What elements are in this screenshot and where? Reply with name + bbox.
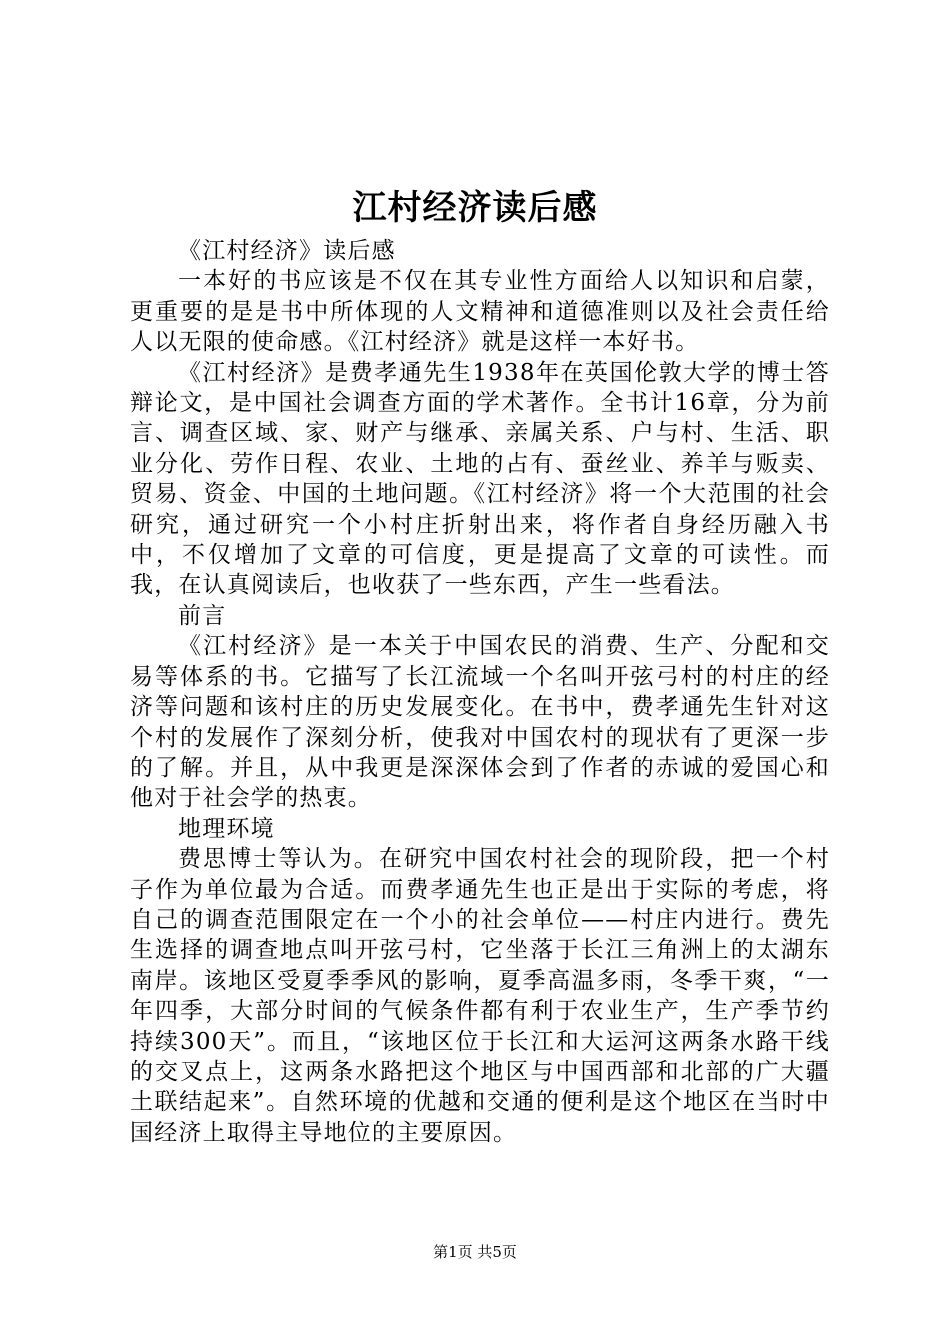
section-heading-geography: 地理环境 (178, 815, 275, 842)
document-title: 江村经济读后感 (352, 188, 598, 228)
section-heading-preface: 前言 (178, 602, 227, 629)
page-number-footer: 第1页 共5页 (433, 1243, 517, 1261)
paragraph-subtitle: 《江村经济》读后感 (178, 238, 396, 264)
document-body (130, 236, 830, 1148)
paragraph-preface: 《江村经济》是一本关于中国农民的消费、生产、分配和交易等体系的书。它描写了长江流域一个名叫开弦弓村的村庄的经济等问题和该村庄的历史发展变化。在书中，费孝通先生针对这个村的发展作了深刻分析，使我对中国农村的现状有了更深一步的了解。并且，从中我更是深深体会到了作者的赤诚的爱国心和他对于社会学的热衷。 (130, 633, 830, 812)
paragraph-geography: 费思博士等认为。在研究中国农村社会的现阶段，把一个村子作为单位最为合适。而费孝通先生也正是出于实际的考虑，将自己的调查范围限定在一个小的社会单位——村庄内进行。费先生选择的调查地点叫开弦弓村，它坐落于长江三角洲上的太湖东南岸。该地区受夏季季风的影响，夏季高温多雨，冬季干爽，“一年四季，大部分时间的气候条件都有利于农业生产，生产季节约持续300天”。而且，“该地区位于长江和大运河这两条水路干线的交叉点上，这两条水路把这个地区与中国西部和北部的广大疆土联结起来”。自然环境的优越和交通的便利是这个地区在当时中国经济上取得主导地位的主要原因。 (130, 846, 830, 1146)
paragraph-overview: 《江村经济》是费孝通先生1938年在英国伦敦大学的博士答辩论文，是中国社会调查方面的学术著作。全书计16章，分为前言、调查区域、家、财产与继承、亲属关系、户与村、生活、职业分化、劳作日程、农业、土地的占有、蚕丝业、养羊与贩卖、贸易、资金、中国的土地问题。《江村经济》将一个大范围的社会研究，通过研究一个小村庄折射出来，将作者自身经历融入书中，不仅增加了文章的可信度，更是提高了文章的可读性。而我，在认真阅读后，也收获了一些东西，产生一些看法。 (130, 359, 830, 599)
paragraph-intro: 一本好的书应该是不仅在其专业性方面给人以知识和启蒙，更重要的是是书中所体现的人文精神和道德准则以及社会责任给人以无限的使命感。《江村经济》就是这样一本好书。 (130, 268, 830, 356)
